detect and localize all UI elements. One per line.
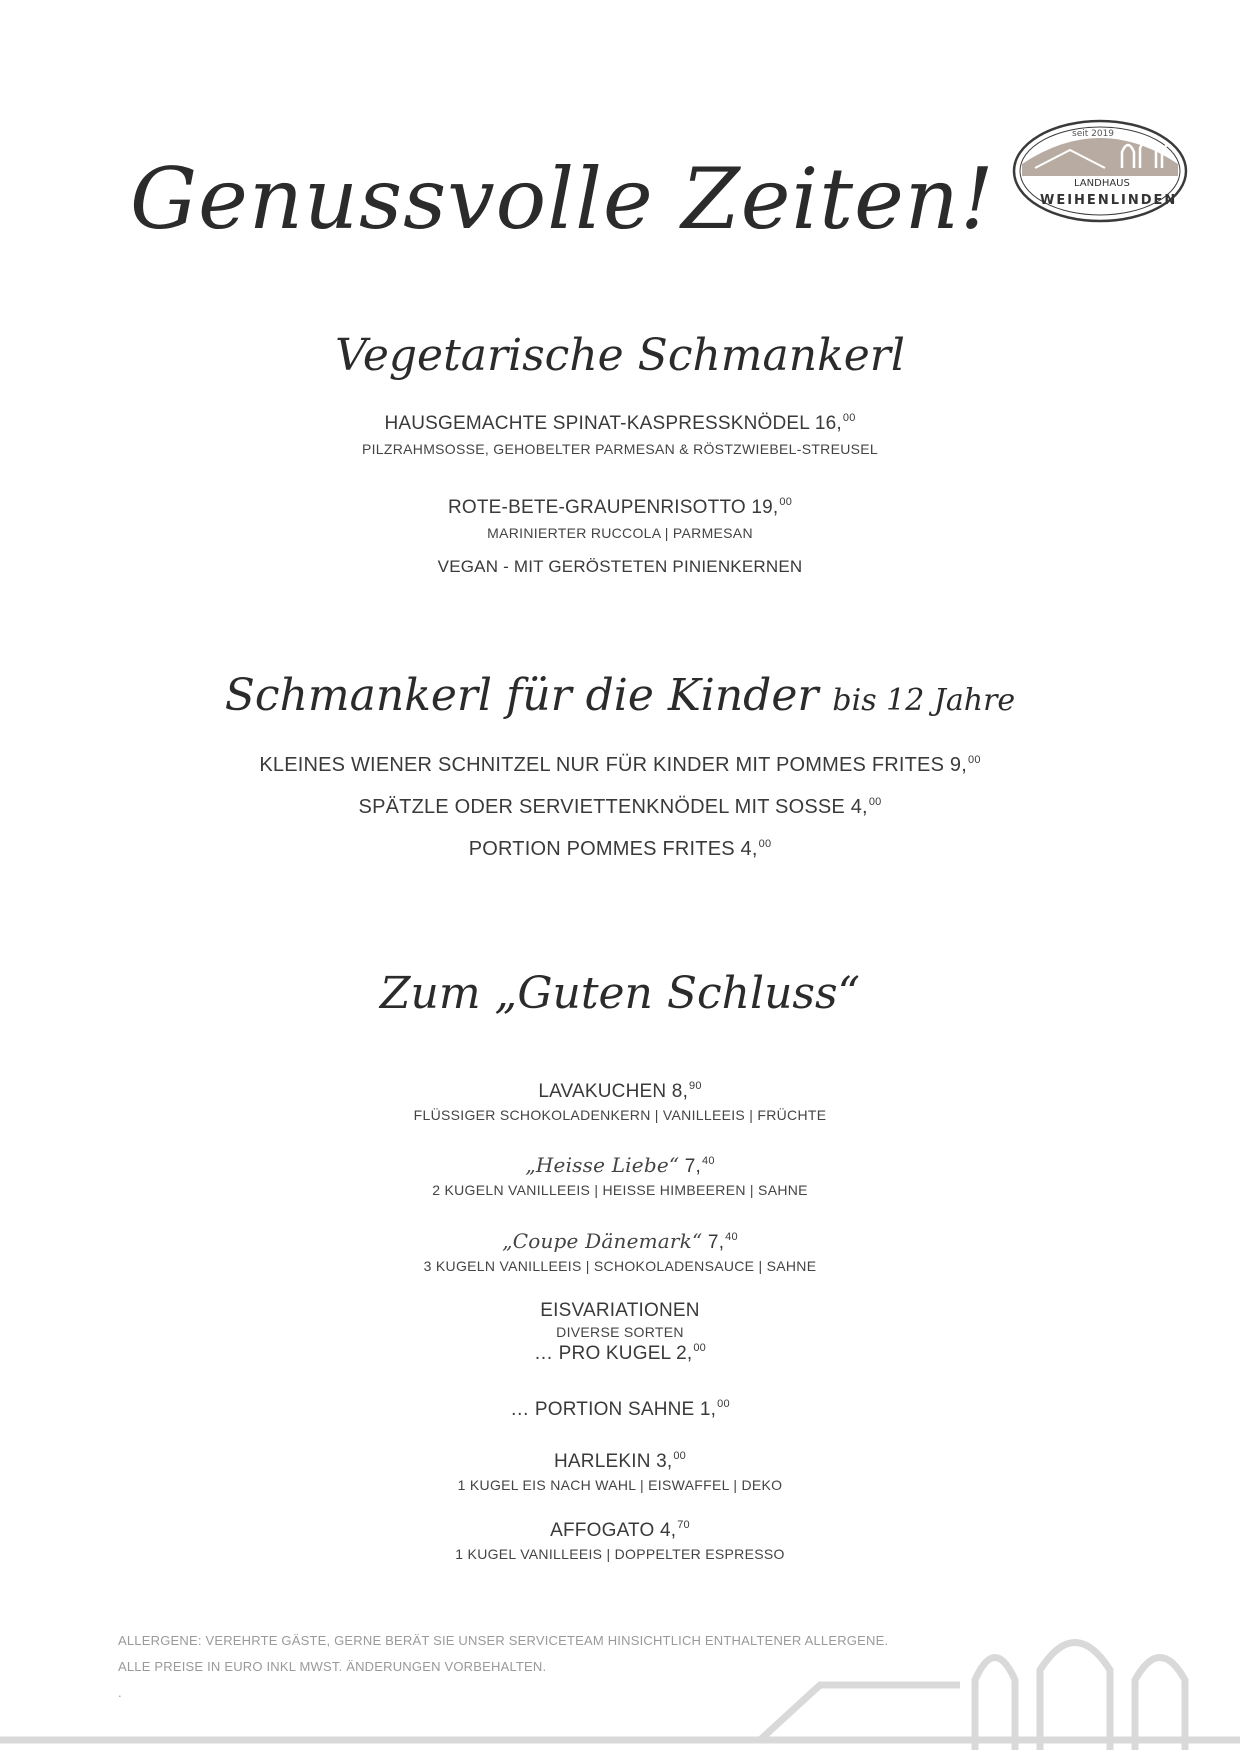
footer-allergene: ALLERGENE: VEREHRTE GÄSTE, GERNE BERÄT SIE UNSER SERVICETEAM HINSICHTLICH ENTHALTENER ALLERGENE. bbox=[118, 1633, 889, 1648]
item-name: „Coupe Dänemark“ bbox=[502, 1229, 703, 1253]
item-desc: 2 KUGELN VANILLEEIS | HEISSE HIMBEEREN | SAHNE bbox=[432, 1182, 808, 1198]
dessert-item-1 bbox=[0, 1080, 1240, 1123]
item-price: 19, bbox=[751, 497, 779, 518]
item-desc: FLÜSSIGER SCHOKOLADENKERN | VANILLEEIS | FRÜCHTE bbox=[413, 1107, 827, 1123]
item-name: AFFOGATO bbox=[550, 1520, 655, 1541]
section-kids bbox=[0, 670, 1240, 721]
dessert-item-7 bbox=[0, 1519, 1240, 1562]
item-price: 4, bbox=[740, 838, 758, 860]
section-title-kids-small: bis 12 Jahre bbox=[832, 683, 1016, 718]
item-extra: … PRO KUGEL bbox=[533, 1343, 671, 1364]
item-desc: 1 KUGEL VANILLEEIS | DOPPELTER ESPRESSO bbox=[455, 1546, 785, 1562]
item-cents: 40 bbox=[725, 1231, 738, 1243]
vegan-note: VEGAN - MIT GERÖSTETEN PINIENKERNEN bbox=[437, 557, 803, 576]
item-price: 16, bbox=[814, 413, 842, 434]
veg-note bbox=[0, 557, 1240, 577]
item-name: HAUSGEMACHTE SPINAT-KASPRESSKNÖDEL bbox=[384, 413, 810, 434]
item-desc: DIVERSE SORTEN bbox=[556, 1324, 684, 1340]
section-title-kids bbox=[0, 670, 1240, 721]
dessert-item-2 bbox=[0, 1153, 1240, 1198]
item-desc: 1 KUGEL EIS NACH WAHL | EISWAFFEL | DEKO bbox=[457, 1477, 783, 1493]
item-desc: PILZRAHMSOSSE, GEHOBELTER PARMESAN & RÖSTZWIEBEL-STREUSEL bbox=[361, 441, 878, 457]
footer-prices: ALLE PREISE IN EURO INKL MWST. ÄNDERUNGEN VORBEHALTEN. bbox=[118, 1659, 547, 1674]
veg-item-2 bbox=[0, 496, 1240, 541]
item-cents: 00 bbox=[673, 1450, 686, 1462]
section-title-dessert: Zum „Guten Schluss“ bbox=[379, 968, 861, 1019]
item-cents: 00 bbox=[868, 796, 882, 808]
item-cents: 00 bbox=[717, 1398, 730, 1410]
item-cents: 90 bbox=[689, 1080, 702, 1092]
logo-text-mid: LANDHAUS bbox=[1074, 178, 1130, 189]
section-dessert bbox=[0, 968, 1240, 1019]
kids-item-3 bbox=[0, 838, 1240, 861]
item-cents: 40 bbox=[702, 1155, 715, 1167]
page-title: Genussvolle Zeiten! bbox=[130, 150, 995, 248]
kids-item-2 bbox=[0, 796, 1240, 819]
footer-dot: . bbox=[118, 1685, 122, 1700]
item-name: EISVARIATIONEN bbox=[540, 1300, 700, 1321]
item-cents: 00 bbox=[693, 1342, 706, 1354]
item-price: 4, bbox=[659, 1520, 677, 1541]
dessert-item-6 bbox=[0, 1450, 1240, 1493]
logo-text-top: seit 2019 bbox=[1072, 129, 1115, 139]
section-vegetarian bbox=[0, 330, 1240, 381]
item-name: LAVAKUCHEN bbox=[538, 1081, 667, 1102]
item-desc: MARINIERTER RUCCOLA | PARMESAN bbox=[487, 525, 753, 541]
item-name: „Heisse Liebe“ bbox=[525, 1153, 680, 1177]
landhaus-logo bbox=[1010, 116, 1190, 226]
item-cents: 00 bbox=[968, 754, 981, 766]
item-name: PORTION POMMES FRITES bbox=[468, 838, 735, 860]
item-name: SPÄTZLE ODER SERVIETTENKNÖDEL MIT SOSSE bbox=[358, 796, 845, 818]
item-price: 1, bbox=[699, 1399, 717, 1420]
item-cents: 00 bbox=[842, 412, 856, 424]
item-name: HARLEKIN bbox=[553, 1451, 651, 1472]
item-name: … PORTION SAHNE bbox=[510, 1399, 695, 1420]
item-desc: 3 KUGELN VANILLEEIS | SCHOKOLADENSAUCE | SAHNE bbox=[423, 1258, 817, 1274]
item-price: 8, bbox=[671, 1081, 689, 1102]
item-cents: 00 bbox=[758, 838, 772, 850]
item-price: 3, bbox=[656, 1451, 673, 1472]
dessert-item-5 bbox=[0, 1398, 1240, 1421]
dessert-item-4 bbox=[0, 1300, 1240, 1365]
item-cents: 00 bbox=[779, 496, 793, 508]
item-price: 9, bbox=[949, 754, 968, 776]
item-price: 2, bbox=[676, 1343, 693, 1364]
item-price: 7, bbox=[707, 1232, 725, 1253]
item-name: ROTE-BETE-GRAUPENRISOTTO bbox=[447, 497, 746, 518]
logo-text-bottom: WEIHENLINDEN bbox=[1040, 193, 1178, 208]
dessert-item-3 bbox=[0, 1229, 1240, 1274]
footer-notes bbox=[118, 1628, 888, 1706]
kids-item-1 bbox=[0, 754, 1240, 777]
item-price: 7, bbox=[684, 1156, 702, 1177]
item-name: KLEINES WIENER SCHNITZEL NUR FÜR KINDER MIT POMMES FRITES bbox=[259, 754, 945, 776]
item-price: 4, bbox=[850, 796, 868, 818]
section-title-kids-main: Schmankerl für die Kinder bbox=[224, 670, 819, 721]
section-title-veg: Vegetarische Schmankerl bbox=[335, 330, 905, 381]
veg-item-1 bbox=[0, 412, 1240, 457]
item-cents: 70 bbox=[677, 1519, 690, 1531]
